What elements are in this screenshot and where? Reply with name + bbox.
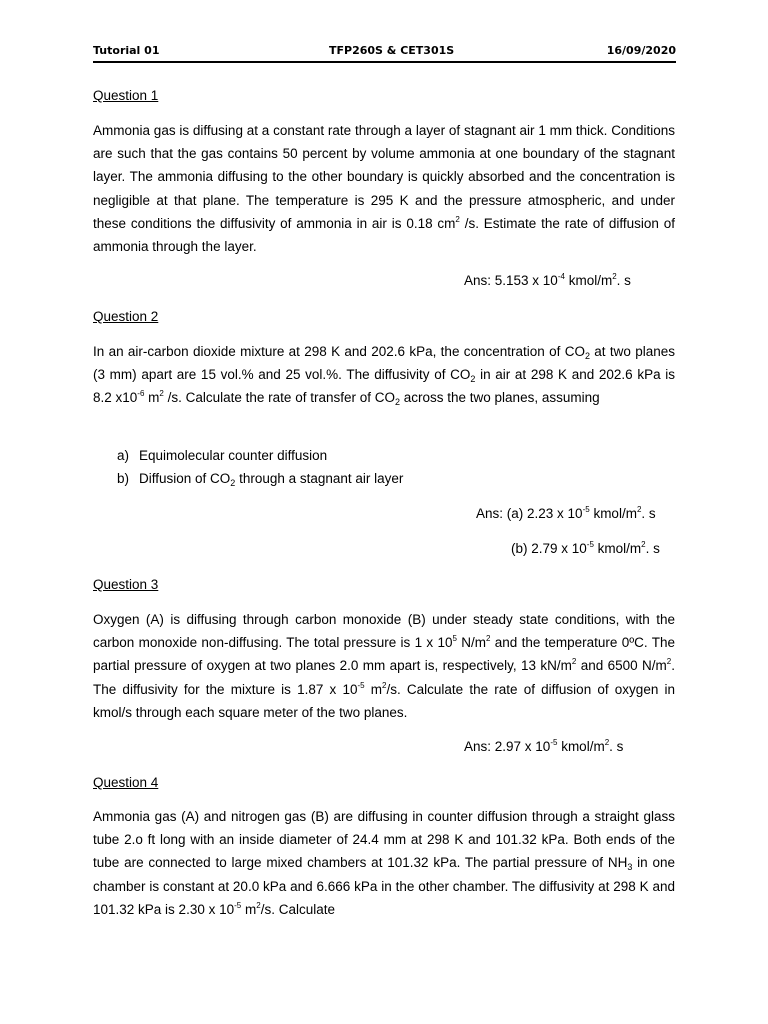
question-3-title: Question 3 — [93, 577, 159, 592]
page-header — [93, 42, 676, 63]
question-3-answer: Ans: 2.97 x $10^{-5}$ kmol/$m^2$. s — [464, 738, 624, 754]
question-3-text: Oxygen (A) is diffusing through carbon monoxide (B) under steady state conditions, with the carbon monoxide non-diffusing. The total pressure is 1 x $10^5$ $N/m^2$ and the temperature 0ºC. The partial pressure of oxygen at two planes 2.0 mm apart is, respectively, 13 $kN/m^2$ and 6500 $N/m^2$. The diffusivity for the mixture is 1.87 x $10^{-5}$ $m^2/s$. Calculate the rate of diffusion of oxygen in kmol/s through each square meter of the two planes. — [93, 612, 676, 720]
question-4-text: Ammonia gas (A) and nitrogen gas (B) are diffusing in counter diffusion through a straight glass tube 2.o ft long with an inside diameter of 24.4 mm at 298 K and 101.32 kPa. Both ends of the tube are connected to large mixed chambers at 101.32 kPa. The partial pressure of $NH_3$ in one chamber is constant at 20.0 kPa and 6.666 kPa in the other chamber. The diffusivity at 298 K and 101.32 kPa is 2.30 x $10^{-5}$ $m^2/s$. Calculate — [93, 809, 675, 917]
question-2-title: Question 2 — [93, 309, 159, 324]
question-1-title: Question 1 — [93, 88, 159, 103]
question-2-answer-b: (b) 2.79 x $10^{-5}$ kmol/$m^2$. s — [511, 540, 660, 556]
list-item: a) Equimolecular counter diffusion — [117, 448, 328, 463]
header-course-codes: TFP260S & CET301S — [329, 44, 455, 57]
list-item: b) Diffusion of $CO_2$ through a stagnant air layer — [117, 471, 404, 489]
question-1-text: Ammonia gas is diffusing at a constant rate through a layer of stagnant air 1 mm thick. Conditions are such that the gas contains 50 percent by volume ammonia at one boundary of the stagnant layer. The ammonia diffusing to the other boundary is quickly absorbed and the concentration is negligible at that plane. The temperature is 295 K and the pressure atmospheric, and under these conditions the diffusivity of ammonia in air is 0.18 $cm^2$ /s. Estimate the rate of diffusion of ammonia through the layer. — [93, 123, 675, 255]
question-2-text: In an air-carbon dioxide mixture at 298 K and 202.6 kPa, the concentration of $CO_2$ at two planes (3 mm) apart are 15 vol.% and 25 vol.%. The diffusivity of $CO_2$ in air at 298 K and 202.6 kPa is 8.2 $x10^{-6}$ $m^2$ /s. Calculate the rate of transfer of $CO_2$ across the two planes, assuming — [93, 344, 676, 408]
question-1-answer: Ans: 5.153 x $10^{-4}$ kmol/$m^2$. s — [464, 272, 631, 288]
question-2-answer-a: Ans: (a) 2.23 x $10^{-5}$ kmol/$m^2$. s — [476, 505, 656, 521]
header-tutorial: Tutorial 01 — [93, 44, 160, 57]
question-4-title: Question 4 — [93, 775, 159, 790]
header-date: 16/09/2020 — [606, 44, 676, 57]
question-2-options — [117, 444, 403, 490]
